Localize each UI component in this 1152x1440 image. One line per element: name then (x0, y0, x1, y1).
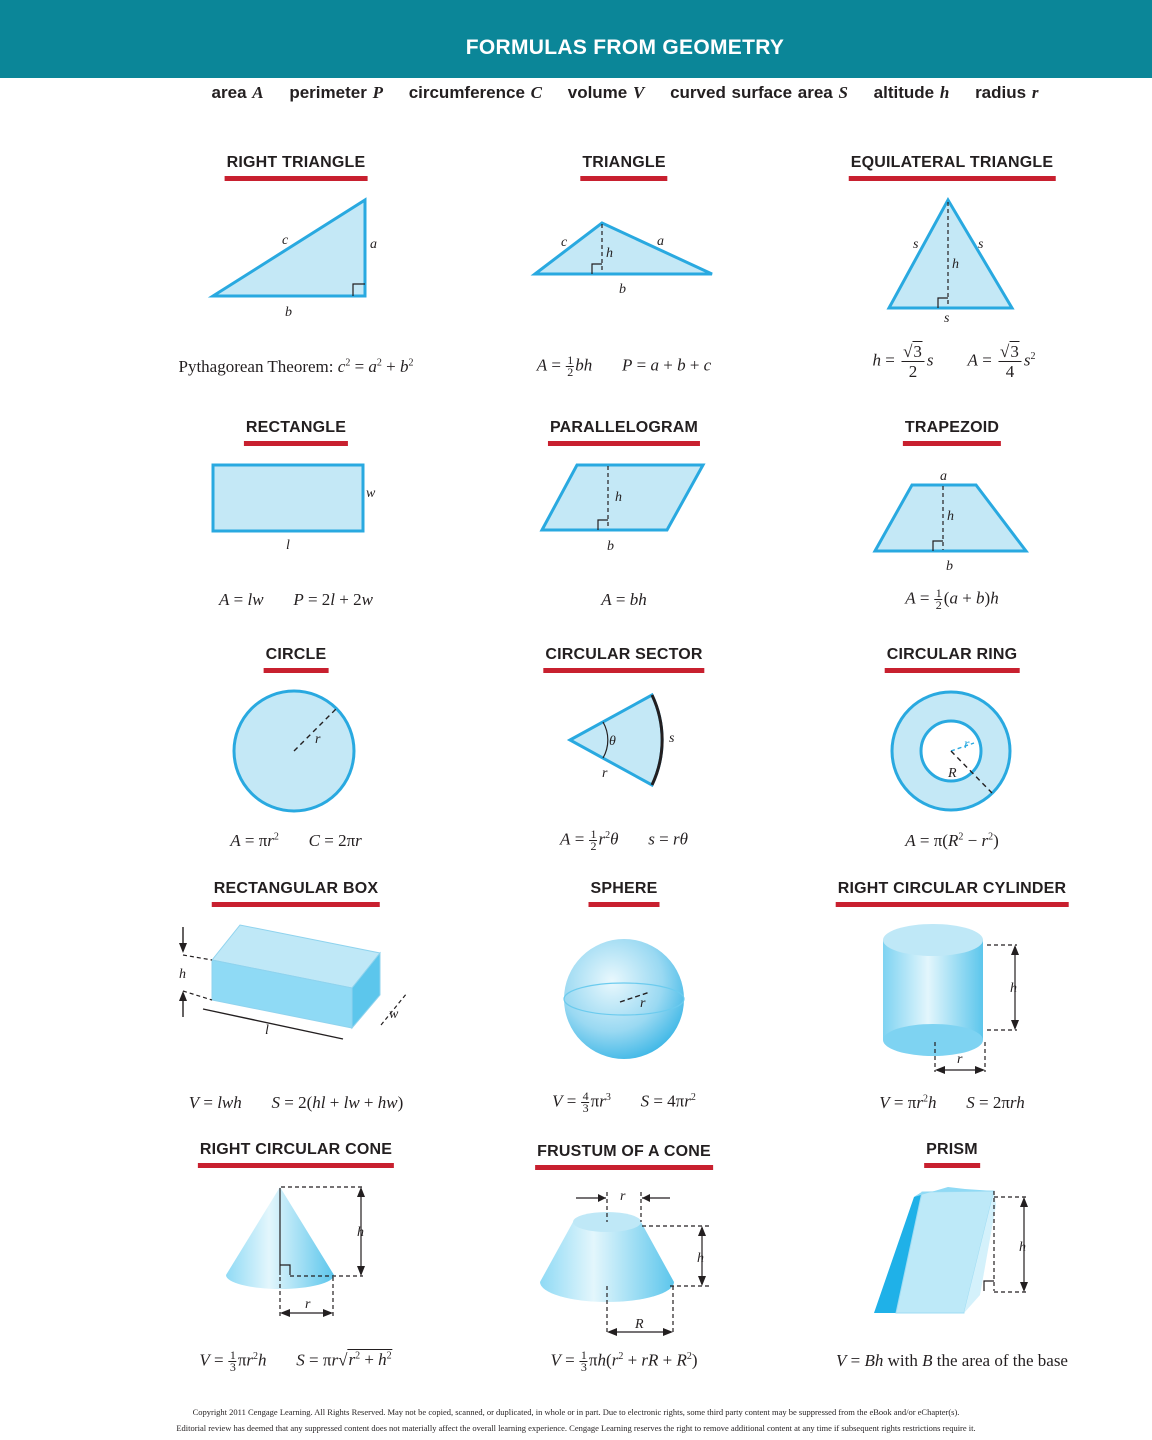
copyright-footer (0, 1404, 1152, 1436)
parallelogram-figure (530, 455, 720, 555)
right-circular-cylinder-figure (875, 920, 1035, 1080)
right-circular-cone-figure (215, 1175, 385, 1325)
label-a: a (657, 234, 664, 249)
rectangle-figure (200, 455, 400, 555)
formula-trapezoid: A = $\frac{1}{2}$ (a + b)h (905, 586, 999, 612)
legend-circumference: circumference C (408, 83, 542, 102)
heading-equilateral-triangle: EQUILATERAL TRIANGLE (849, 154, 1056, 181)
footer-line-1: Copyright 2011 Cengage Learning. All Rights Reserved. May not be copied, scanned, or duplicated, in whole or in part. Due to electronic rights, some third party content may be suppressed from the eBook and/or eChapter(s). (192, 1407, 960, 1417)
formula-circle: $A = \pi r^2$ C = 2πr (230, 831, 362, 850)
formula-sphere: V = $\frac{4}{3}$ $\pi r^3$ $S = 4\pi r^2$ (552, 1089, 696, 1115)
formula-circular-ring: $A = \pi(R^2 - r^2)$ (905, 831, 999, 850)
label-a: a (940, 469, 947, 484)
formula-parallelogram: A = bh (601, 590, 647, 609)
legend-curved-surface-area: curved surface area S (670, 83, 848, 102)
heading-rectangle: RECTANGLE (244, 419, 348, 446)
label-r: r (315, 732, 321, 747)
label-s-base: s (944, 311, 950, 326)
label-h: h (1019, 1240, 1026, 1255)
circular-sector-figure (560, 685, 700, 805)
right-triangle-figure (180, 190, 420, 330)
heading-prism: PRISM (924, 1141, 980, 1168)
label-l: l (265, 1023, 269, 1038)
formula-triangle: A = $\frac{1}{2}$ bh P = a + b + c (536, 353, 712, 379)
label-w: w (366, 486, 376, 501)
heading-sphere: SPHERE (589, 880, 660, 907)
triangle-figure (520, 210, 730, 310)
legend-volume: volume V (567, 83, 645, 102)
label-r: r (620, 1189, 626, 1204)
heading-circle: CIRCLE (264, 646, 329, 673)
label-h: h (179, 967, 186, 982)
heading-trapezoid: TRAPEZOID (903, 419, 1001, 446)
formula-right-circular-cylinder: $V = \pi r^2h$ S = 2πrh (879, 1093, 1025, 1112)
circular-ring-figure (880, 685, 1020, 825)
label-b: b (607, 539, 614, 554)
header-bar (0, 0, 1152, 78)
equilateral-triangle-figure (870, 190, 1030, 330)
label-theta: θ (609, 734, 616, 749)
legend-perimeter: perimeter P (289, 83, 383, 102)
symbol-legend (0, 83, 1152, 103)
formula-equilateral-triangle: h = $\frac{√3}{2}$ s A = $\frac{√3}{4} s^2$ (872, 342, 1036, 381)
label-h: h (615, 490, 622, 505)
label-h: h (697, 1251, 704, 1266)
label-R: R (635, 1317, 644, 1332)
legend-altitude: altitude h (873, 83, 950, 102)
label-h: h (606, 246, 613, 261)
label-h: h (1010, 981, 1017, 996)
formula-rectangular-box: V = lwh S = 2(hl + lw + hw) (188, 1093, 404, 1112)
formula-pythagorean: Pythagorean Theorem: $c^2 = a^2 + b^2$ (178, 357, 414, 376)
frustum-of-a-cone-figure (530, 1182, 720, 1342)
legend-radius: radius r (975, 83, 1039, 102)
label-r: r (305, 1297, 311, 1312)
heading-circular-sector: CIRCULAR SECTOR (543, 646, 704, 673)
rectangular-box-figure (165, 915, 425, 1055)
legend-area: area A (211, 83, 264, 102)
label-b: b (946, 559, 953, 574)
label-r: r (602, 766, 608, 781)
sphere-figure (560, 935, 690, 1065)
label-w: w (389, 1007, 399, 1022)
label-b: b (619, 282, 626, 297)
label-r: r (964, 737, 970, 752)
label-R: R (948, 766, 957, 781)
page-title: FORMULAS FROM GEOMETRY (465, 36, 785, 59)
label-r: r (640, 996, 646, 1011)
label-s-left: s (913, 237, 919, 252)
heading-frustum-of-a-cone: FRUSTUM OF A CONE (535, 1143, 713, 1170)
heading-right-circular-cylinder: RIGHT CIRCULAR CYLINDER (836, 880, 1069, 907)
label-c: c (561, 235, 568, 250)
label-c: c (282, 233, 289, 248)
label-h: h (357, 1225, 364, 1240)
formula-right-circular-cone: V = $\frac{1}{3}$ $\pi r^2h$ $S = \pi r√r^2 + h^2$ (199, 1348, 392, 1374)
label-r: r (957, 1052, 963, 1067)
heading-right-triangle: RIGHT TRIANGLE (225, 154, 368, 181)
formula-prism: V = Bh with B the area of the base (836, 1351, 1068, 1370)
label-l: l (286, 538, 290, 553)
heading-right-circular-cone: RIGHT CIRCULAR CONE (198, 1141, 394, 1168)
label-b: b (285, 305, 292, 320)
heading-parallelogram: PARALLELOGRAM (548, 419, 700, 446)
footer-line-2: Editorial review has deemed that any suppressed content does not materially affect the overall learning experience. Cengage Learning reserves the right to remove additional content at any time if subsequent rights restrictions require it. (176, 1423, 976, 1433)
label-a: a (370, 237, 377, 252)
trapezoid-figure (860, 460, 1040, 580)
heading-triangle: TRIANGLE (580, 154, 667, 181)
heading-circular-ring: CIRCULAR RING (885, 646, 1020, 673)
label-h: h (947, 509, 954, 524)
formula-rectangle: A = lw P = 2l + 2w (219, 590, 373, 609)
circle-figure (226, 685, 366, 825)
heading-rectangular-box: RECTANGULAR BOX (212, 880, 380, 907)
label-s: s (669, 731, 675, 746)
formula-frustum-of-a-cone: V = $\frac{1}{3}$ $\pi h(r^2$ + rR + $R^2$) (550, 1348, 698, 1374)
label-s-right: s (978, 237, 984, 252)
formula-circular-sector: A = $\frac{1}{2}$ $r^2\theta$ s = rθ (560, 827, 688, 853)
prism-figure (860, 1175, 1040, 1325)
label-h: h (952, 257, 959, 272)
